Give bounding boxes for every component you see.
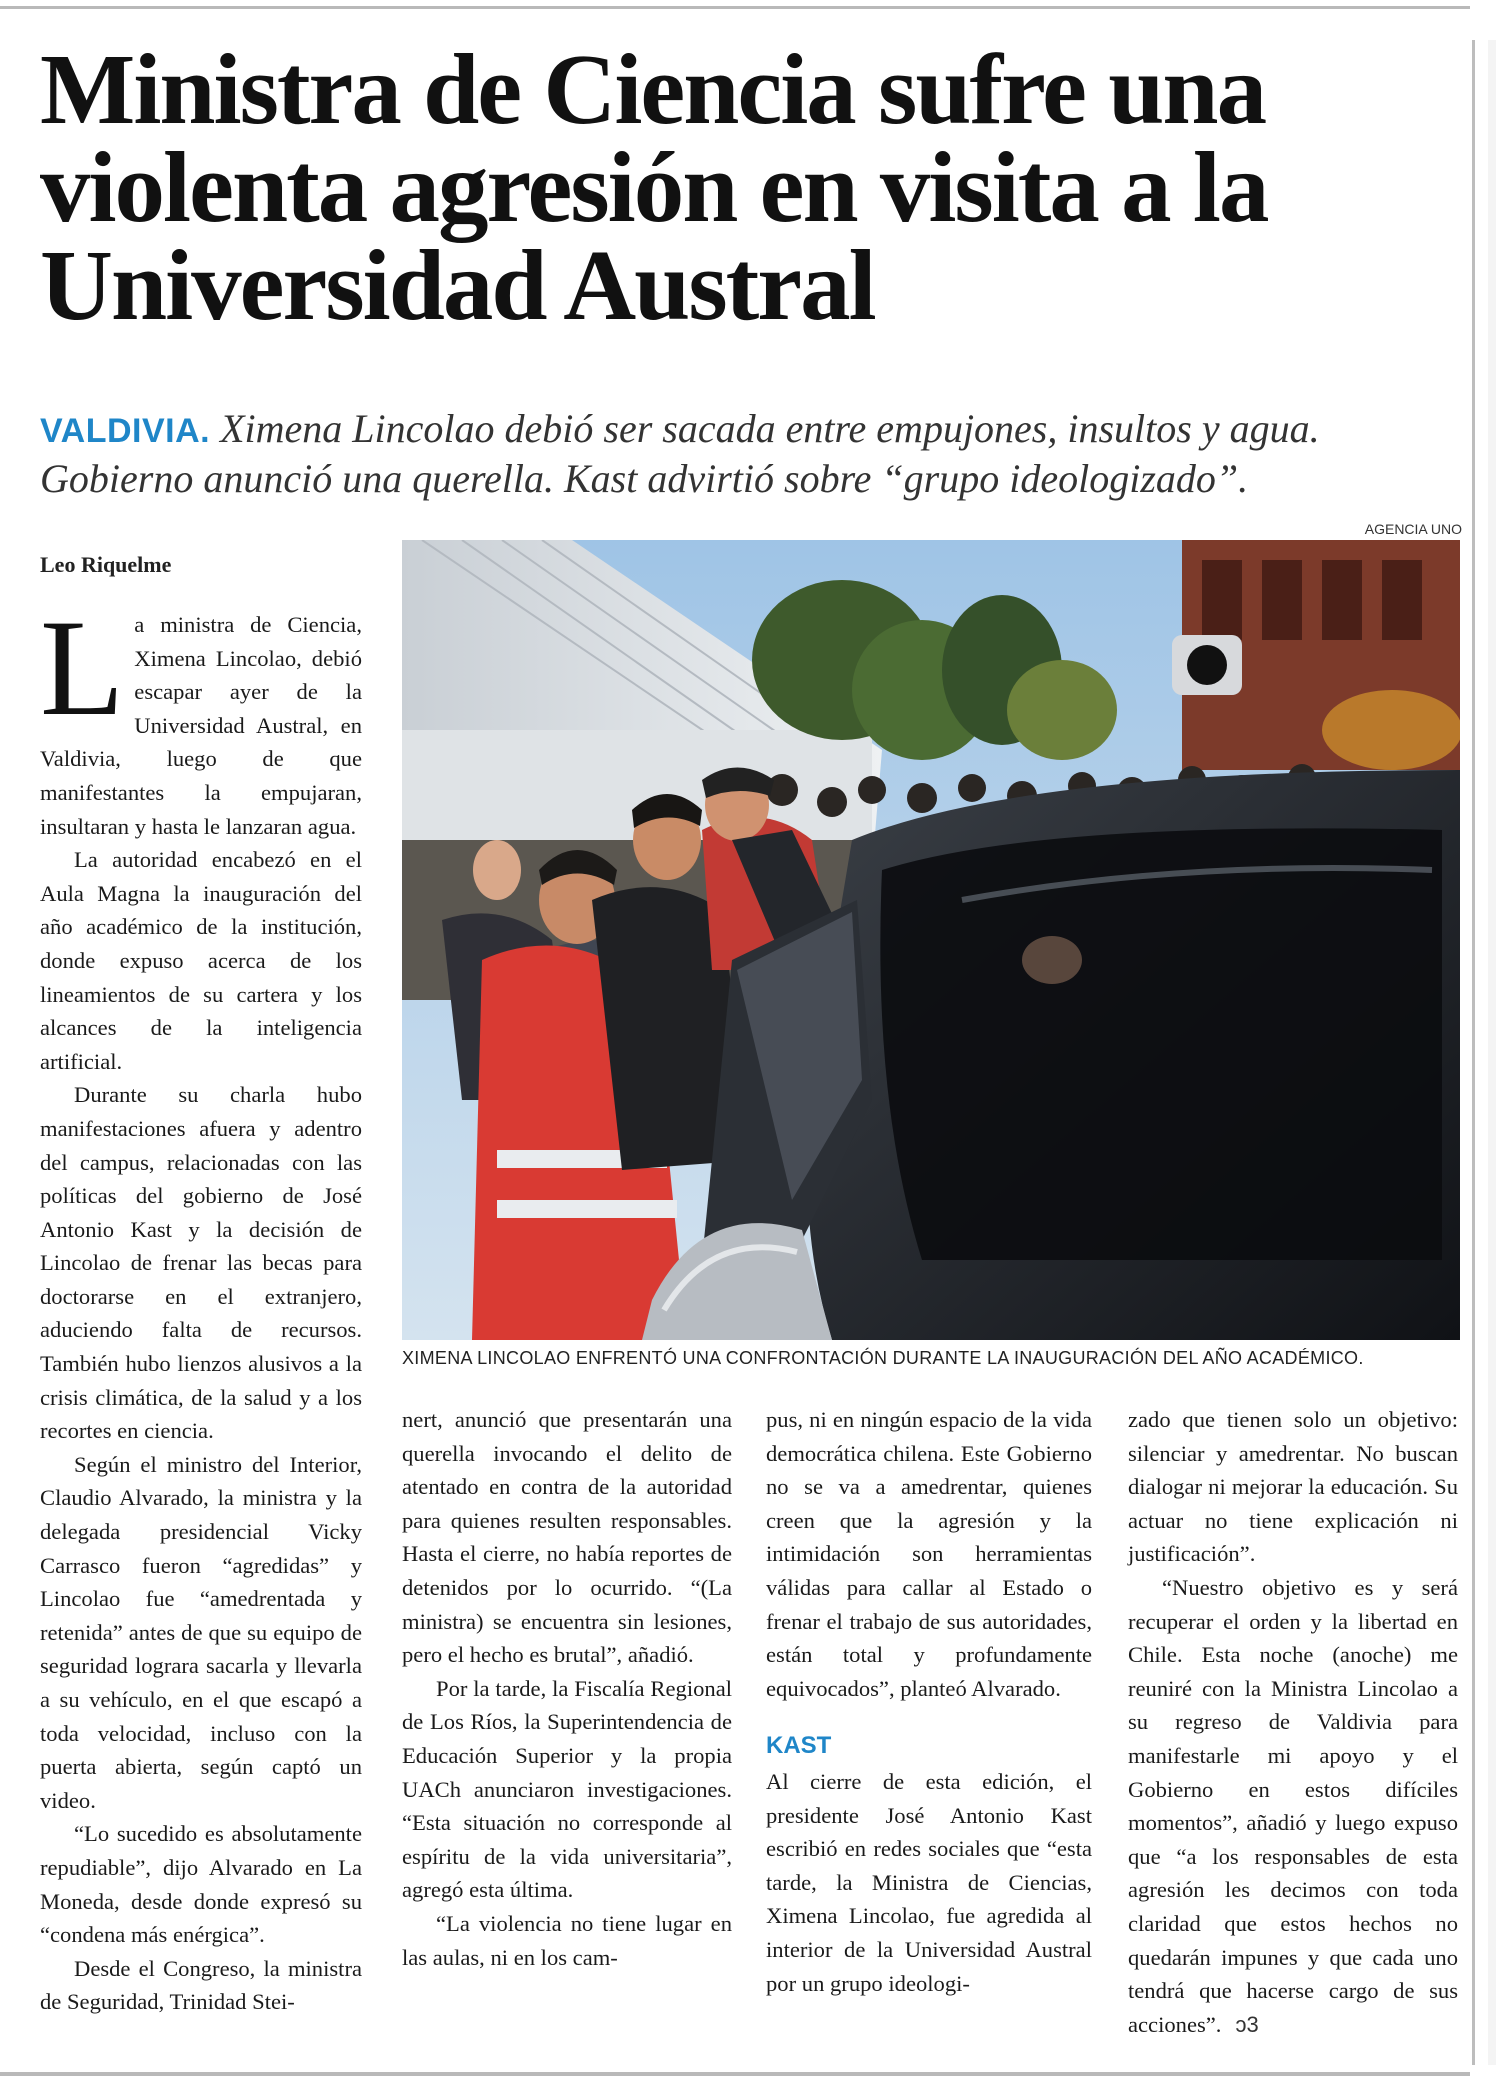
- paragraph: Por la tarde, la Fiscalía Regional de Los Ríos, la Superintendencia de Educación Superior y la propia UACh anunciaron investigaciones. “Esta situación no corresponde al espíritu de la vida universitaria”, agregó esta última.: [402, 1675, 732, 1903]
- deck: [40, 405, 1460, 502]
- news-photo-illustration: [402, 540, 1460, 1340]
- dateline: VALDIVIA.: [40, 412, 211, 450]
- drop-cap: L: [40, 591, 125, 744]
- paragraph: Desde el Congreso, la ministra de Seguridad, Trinidad Stei-: [40, 1955, 362, 2015]
- photo-caption: XIMENA LINCOLAO ENFRENTÓ UNA CONFRONTACIÓN DURANTE LA INAUGURACIÓN DEL AÑO ACADÉMICO.: [402, 1348, 1364, 1368]
- adjacent-page-edge: [1488, 40, 1496, 2065]
- paragraph: La autoridad encabezó en el Aula Magna la inauguración del año académico de la institución, donde expuso acerca de los lineamientos de su cartera y los alcances de la inteligencia artificial.: [40, 847, 362, 1074]
- top-rule: [0, 6, 1470, 9]
- end-mark: ↄ3: [1235, 2011, 1259, 2037]
- article-column-1: [40, 591, 362, 2019]
- paragraph: “La violencia no tiene lugar en las aulas, ni en los cam-: [402, 1910, 732, 1970]
- article-column-2: [402, 1403, 732, 1974]
- photo-credit: AGENCIA UNO: [1364, 521, 1462, 537]
- byline: Leo Riquelme: [40, 552, 172, 577]
- paragraph: nert, anunció que presentarán una querella invocando el delito de atentado en contra de la autoridad para quienes resulten responsables. Hasta el cierre, no había reportes de detenidos por lo ocurrido. “(La ministra) se encuentra sin lesiones, pero el hecho es brutal”, añadió.: [402, 1407, 732, 1668]
- deck-text: Ximena Lincolao debió ser sacada entre empujones, insultos y agua. Gobierno anunció una querella. Kast advirtió sobre “grupo ideologizado”.: [40, 406, 1320, 501]
- headline: Ministra de Ciencia sufre una violenta agresión en visita a la Universidad Austral: [40, 33, 1268, 341]
- right-column-rule: [1472, 40, 1475, 2065]
- paragraph: Durante su charla hubo manifestaciones afuera y adentro del campus, relacionadas con las políticas del gobierno de José Antonio Kast y la decisión de Lincolao de frenar las becas para doctorarse en el extranjero, aduciendo falta de recursos. También hubo lienzos alusivos a la crisis climática, de la salud y a los recortes en ciencia.: [40, 1082, 362, 1444]
- paragraph: Al cierre de esta edición, el presidente José Antonio Kast escribió en redes sociales que “esta tarde, la Ministra de Ciencias, Ximena Lincolao, fue agredida al interior de la Universidad Austral por un grupo ideologi-: [766, 1768, 1092, 1996]
- paragraph: Según el ministro del Interior, Claudio Alvarado, la ministra y la delegada presidencial Vicky Carrasco fueron “agredidas” y Lincolao fue “amedrentada y retenida” antes de que su equipo de seguridad lograra sacarla y llevarla a su vehículo, en el que escapó a toda velocidad, incluso con la puerta abierta, según captó un video.: [40, 1451, 362, 1813]
- paragraph: “Lo sucedido es absolutamente repudiable”, dijo Alvarado en La Moneda, desde donde expresó su “condena más enérgica”.: [40, 1821, 362, 1948]
- article-column-3: [766, 1403, 1092, 2000]
- bottom-rule: [0, 2072, 1470, 2076]
- article-column-4: [1128, 1403, 1458, 2041]
- paragraph: “Nuestro objetivo es y será recuperar el orden y la libertad en Chile. Esta noche (anoche) me reuniré con la Ministra Lincolao a su regreso de Valdivia para manifestarle mi apoyo y el Gobierno en estos difíciles momentos”, añadió y luego expuso que “a los responsables de esta agresión les decimos con toda claridad que estos hechos no quedarán impunes y que cada uno tendrá que hacerse cargo de sus acciones”. ↄ3: [1128, 1574, 1458, 2037]
- paragraph: zado que tienen solo un objetivo: silenciar y amedrentar. No buscan dialogar ni mejorar la educación. Su actuar no tiene explicación ni justificación”.: [1128, 1407, 1458, 1567]
- news-photo: [402, 540, 1460, 1340]
- paragraph: pus, ni en ningún espacio de la vida democrática chilena. Este Gobierno no se va a amedrentar, quienes creen que la agresión y la intimidación son herramientas válidas para callar al Estado o frenar el trabajo de sus autoridades, están total y profundamente equivocados”, planteó Alvarado.: [766, 1407, 1092, 1701]
- paragraph: La ministra de Ciencia, Ximena Lincolao, debió escapar ayer de la Universidad Austral, en Valdivia, luego de que manifestantes la empujaran, insultaran y hasta le lanzaran agua.: [40, 591, 362, 839]
- section-subhead: KAST: [766, 1732, 832, 1760]
